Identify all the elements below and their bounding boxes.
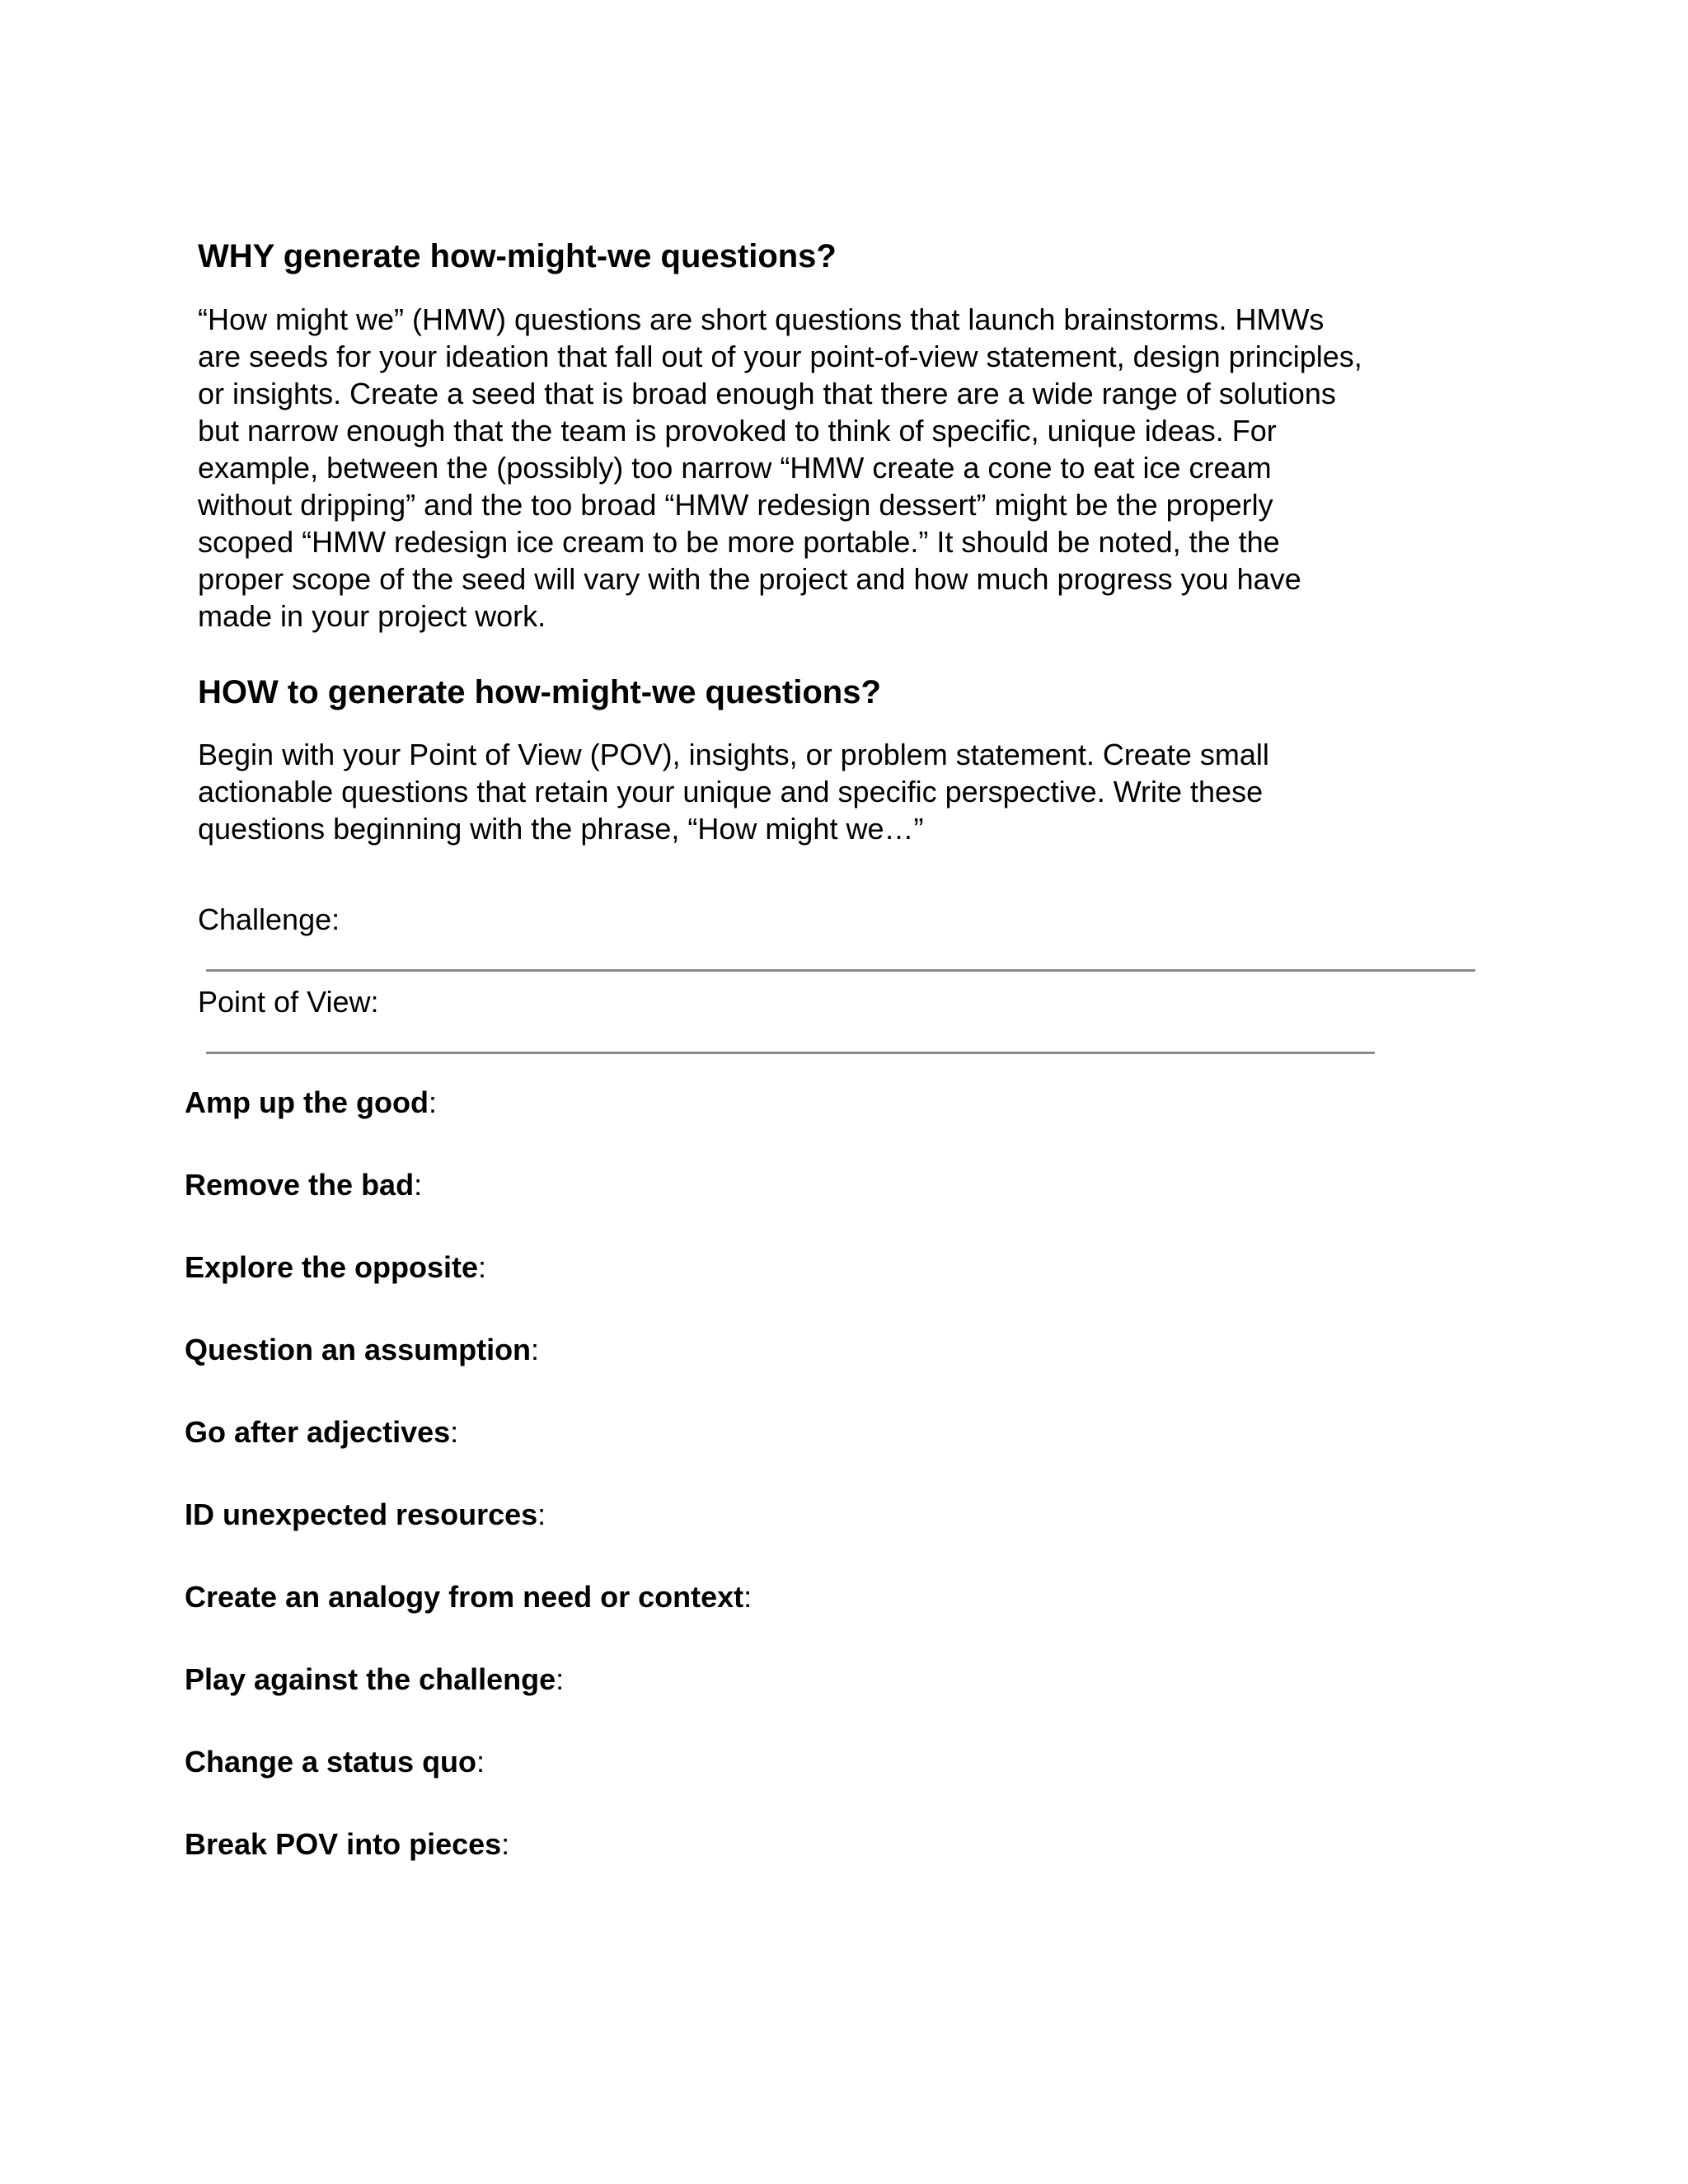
- prompt-label: Explore the opposite: [185, 1250, 479, 1284]
- point-of-view-label: Point of View:: [198, 985, 379, 1019]
- prompt-colon: :: [428, 1085, 437, 1119]
- why-line: or insights. Create a seed that is broad enough that there are a wide range of solutions: [198, 377, 1336, 410]
- prompt-change-a-status-quo: [185, 1744, 485, 1780]
- why-line: scoped “HMW redesign ice cream to be more portable.” It should be noted, the the: [198, 525, 1280, 559]
- why-line: but narrow enough that the team is provoked to think of specific, unique ideas. For: [198, 414, 1277, 448]
- prompt-play-against-the-challenge: [185, 1661, 564, 1698]
- prompt-explore-the-opposite: [185, 1249, 486, 1286]
- prompt-label: Remove the bad: [185, 1168, 415, 1202]
- prompt-colon: :: [450, 1415, 459, 1449]
- why-line: are seeds for your ideation that fall out of your point-of-view statement, design principles,: [198, 340, 1362, 373]
- prompt-colon: :: [537, 1497, 546, 1531]
- prompt-label: Break POV into pieces: [185, 1827, 502, 1861]
- prompt-colon: :: [476, 1745, 485, 1779]
- prompt-label: Go after adjectives: [185, 1415, 451, 1449]
- prompt-colon: :: [501, 1827, 510, 1861]
- prompt-create-an-analogy: [185, 1579, 752, 1615]
- how-paragraph: [198, 736, 1269, 847]
- why-heading: WHY generate how-might-we questions?: [198, 238, 837, 274]
- prompt-label: Create an analogy from need or context: [185, 1580, 744, 1614]
- why-line: made in your project work.: [198, 599, 546, 633]
- how-line: Begin with your Point of View (POV), insights, or problem statement. Create small: [198, 738, 1269, 771]
- prompt-colon: :: [556, 1662, 565, 1696]
- why-paragraph: [198, 301, 1362, 635]
- prompt-label: Question an assumption: [185, 1333, 532, 1366]
- why-line: “How might we” (HMW) questions are short questions that launch brainstorms. HMWs: [198, 302, 1325, 336]
- prompt-colon: :: [531, 1333, 540, 1366]
- prompt-id-unexpected-resources: [185, 1497, 546, 1533]
- point-of-view-line[interactable]: [206, 1052, 1375, 1054]
- how-heading: HOW to generate how-might-we questions?: [198, 674, 881, 710]
- prompt-label: Play against the challenge: [185, 1662, 556, 1696]
- why-line: without dripping” and the too broad “HMW redesign dessert” might be the properly: [198, 488, 1273, 522]
- prompt-colon: :: [743, 1580, 753, 1614]
- prompt-break-pov-into-pieces: [185, 1826, 509, 1863]
- prompt-go-after-adjectives: [185, 1414, 458, 1451]
- prompt-remove-the-bad: [185, 1167, 422, 1203]
- prompt-label: Amp up the good: [185, 1085, 429, 1119]
- prompt-colon: :: [414, 1168, 423, 1202]
- why-line: example, between the (possibly) too narrow “HMW create a cone to eat ice cream: [198, 451, 1272, 485]
- challenge-label: Challenge:: [198, 902, 340, 936]
- prompt-label: Change a status quo: [185, 1745, 477, 1779]
- how-line: actionable questions that retain your unique and specific perspective. Write these: [198, 775, 1264, 808]
- prompt-amp-up-the-good: [185, 1085, 437, 1121]
- challenge-line[interactable]: [206, 969, 1475, 972]
- prompt-colon: :: [478, 1250, 487, 1284]
- how-line: questions beginning with the phrase, “How might we…”: [198, 812, 924, 846]
- prompt-label: ID unexpected resources: [185, 1497, 538, 1531]
- prompt-question-an-assumption: [185, 1332, 539, 1368]
- why-line: proper scope of the seed will vary with the project and how much progress you have: [198, 562, 1301, 596]
